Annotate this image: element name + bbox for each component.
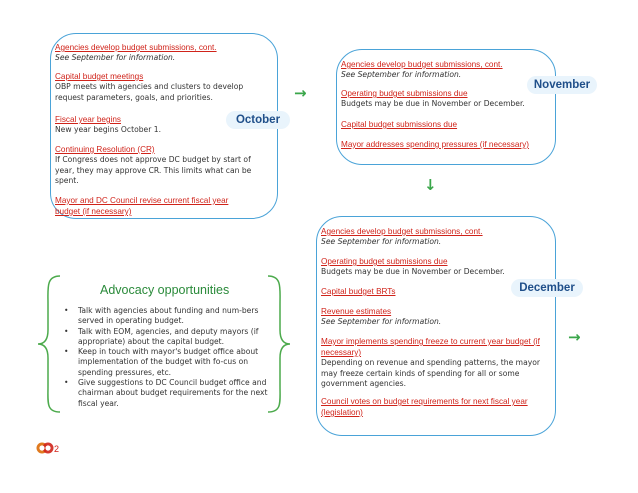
december-item-text: Depending on revenue and spending patterns, the mayor may freeze certain kinds of spending for all or some government agencies.: [321, 358, 540, 389]
right-curly-brace-icon: [266, 274, 292, 414]
november-item-text: Budgets may be due in November or December.: [341, 99, 525, 108]
october-item-heading: Mayor and DC Council revise current fiscal year budget (if necessary): [55, 196, 229, 216]
october-item-heading: Continuing Resolution (CR): [55, 145, 155, 154]
november-item: [341, 59, 551, 81]
month-badge-december: December: [511, 279, 583, 297]
october-item: [55, 195, 255, 217]
month-badge-october: October: [226, 111, 290, 129]
november-item: [341, 119, 551, 130]
december-item: [321, 226, 551, 248]
arrow-right-icon: →: [294, 84, 307, 102]
november-item-heading: Capital budget submissions due: [341, 120, 458, 129]
november-panel: [336, 49, 556, 165]
october-item-heading: Agencies develop budget submissions, cont.: [55, 43, 217, 52]
october-item: [55, 71, 273, 103]
arrow-down-icon: ↓: [424, 176, 437, 194]
advocacy-item: • Keep in touch with mayor's budget office about implementation of the budget with fo-cus on spending pressures, etc.: [62, 347, 270, 378]
october-item-heading: Capital budget meetings: [55, 72, 144, 81]
october-item: [55, 144, 273, 187]
october-item-text: OBP meets with agencies and clusters to develop request parameters, goals, and priorities.: [55, 82, 244, 102]
arrow-right-icon: →: [568, 328, 581, 346]
advocacy-item: • Talk with agencies about funding and num-bers served in operating budget.: [62, 306, 270, 327]
december-item-heading: Mayor implements spending freeze to current year budget (if necessary): [321, 337, 540, 357]
advocacy-list: [62, 306, 270, 409]
december-item: [321, 336, 549, 390]
december-item: [321, 256, 551, 278]
december-item-text: See September for information.: [321, 317, 442, 326]
advocacy-title: Advocacy opportunities: [100, 283, 230, 297]
december-item-heading: Agencies develop budget submissions, cont.: [321, 227, 483, 236]
advocacy-item: • Talk with EOM, agencies, and deputy mayors (if appropriate) about the capital budget.: [62, 327, 270, 348]
december-item-heading: Council votes on budget requirements for next fiscal year (legislation): [321, 397, 528, 417]
left-curly-brace-icon: [36, 274, 62, 414]
logo-icon: [36, 440, 54, 456]
december-item-heading: Operating budget submissions due: [321, 257, 448, 266]
december-item-text: Budgets may be due in November or December.: [321, 267, 505, 276]
december-item-heading: Revenue estimates: [321, 307, 392, 316]
november-item: [341, 139, 551, 150]
november-item-heading: Agencies develop budget submissions, cont.: [341, 60, 503, 69]
advocacy-item: • Give suggestions to DC Council budget office and chairman about budget requirements for the next fiscal year.: [62, 378, 270, 409]
november-item: [341, 88, 551, 110]
october-item-text: See September for information.: [55, 53, 176, 62]
october-item-text: New year begins October 1.: [55, 125, 161, 134]
december-item: [321, 306, 551, 328]
month-badge-november: November: [527, 76, 597, 94]
december-item-text: See September for information.: [321, 237, 442, 246]
november-item-heading: Operating budget submissions due: [341, 89, 468, 98]
october-item: [55, 42, 273, 64]
october-item-text: If Congress does not approve DC budget by start of year, they may approve CR. This limits what can be spent.: [55, 155, 252, 186]
november-item-heading: Mayor addresses spending pressures (if necessary): [341, 140, 529, 149]
december-panel: [316, 216, 556, 436]
page-number: 2: [54, 444, 60, 454]
october-item-heading: Fiscal year begins: [55, 115, 121, 124]
december-item: [321, 396, 553, 418]
november-item-text: See September for information.: [341, 70, 462, 79]
december-item-heading: Capital budget BRTs: [321, 287, 396, 296]
